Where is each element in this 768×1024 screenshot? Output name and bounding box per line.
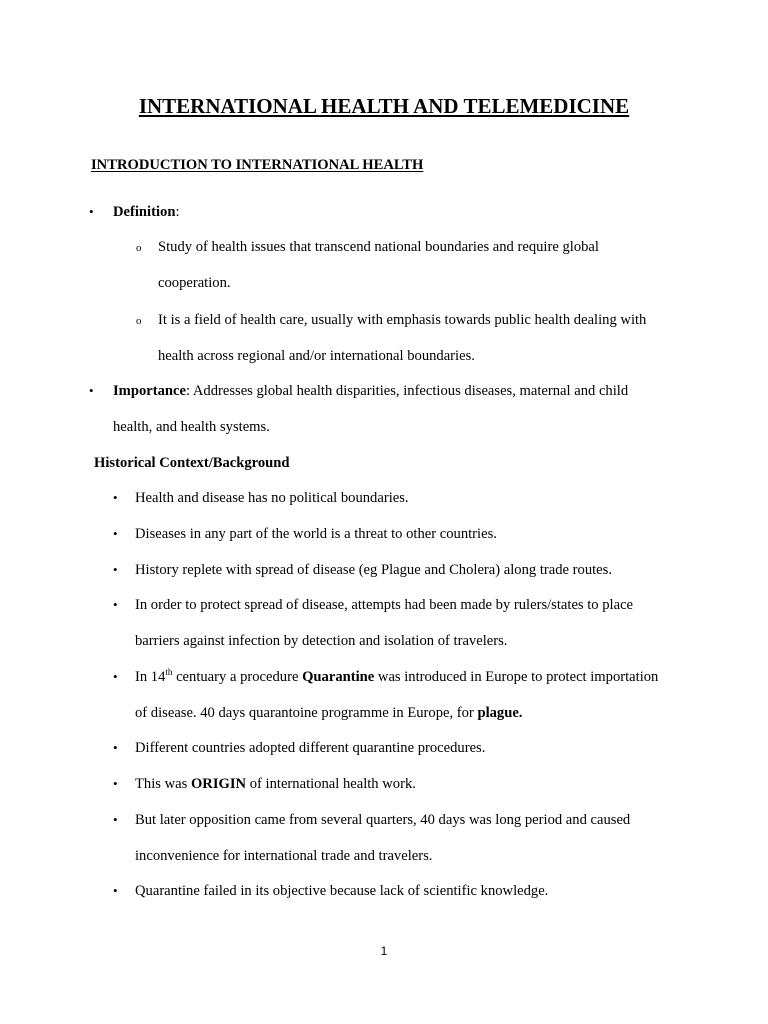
section-heading: INTRODUCTION TO INTERNATIONAL HEALTH (91, 157, 424, 173)
definition-item-1-line-1: Study of health issues that transcend national boundaries and require global (158, 239, 599, 255)
definition-line (113, 203, 180, 221)
bullet-h9: • (113, 883, 118, 898)
historical-item-8-line-1: But later opposition came from several quarters, 40 days was long period and caused (135, 812, 631, 828)
historical-item-5-line-1 (135, 668, 658, 686)
bullet-h2: • (113, 526, 118, 541)
historical-item-9: Quarantine failed in its objective because lack of scientific knowledge. (135, 883, 549, 899)
bullet-h1: • (113, 490, 118, 505)
origin-prefix: This was (135, 776, 191, 792)
definition-item-2-line-2: health across regional and/or international boundaries. (158, 348, 475, 364)
historical-item-5-line-2 (135, 704, 522, 722)
historical-item-6: Different countries adopted different quarantine procedures. (135, 740, 486, 756)
historical-item-7 (135, 775, 416, 793)
definition-colon: : (175, 204, 180, 220)
historical-item-4-line-1: In order to protect spread of disease, attempts had been made by rulers/states to place (135, 597, 634, 613)
origin-keyword: ORIGIN (190, 776, 247, 792)
bullet-h5: • (113, 669, 118, 684)
bullet-h7: • (113, 776, 118, 791)
bullet-h3: • (113, 562, 118, 577)
bullet-importance: • (89, 383, 94, 398)
bullet-h4: • (113, 597, 118, 612)
importance-text: : Addresses global health disparities, infectious diseases, maternal and child (185, 383, 629, 399)
origin-suffix: of international health work. (246, 776, 416, 792)
page-number: 1 (380, 944, 388, 958)
importance-line-1 (113, 382, 628, 400)
historical-item-4-line-2: barriers against infection by detection and isolation of travelers. (135, 633, 508, 649)
definition-item-2-line-1: It is a field of health care, usually with emphasis towards public health dealing with (158, 312, 647, 328)
historical-item-3: History replete with spread of disease (eg Plague and Cholera) along trade routes. (135, 562, 612, 578)
plague-keyword: plague. (477, 705, 523, 721)
definition-item-1-line-2: cooperation. (158, 275, 231, 291)
ordinal-superscript: th (165, 667, 173, 677)
historical-item-8-line-2: inconvenience for international trade and travelers. (135, 848, 433, 864)
bullet-definition: • (89, 204, 94, 219)
quarantine-suffix-text: was introduced in Europe to protect importation (374, 669, 659, 685)
quarantine-keyword: Quarantine (302, 669, 375, 685)
historical-heading: Historical Context/Background (94, 455, 290, 471)
bullet-h8: • (113, 812, 118, 827)
quarantine-mid-text: centuary a procedure (172, 669, 303, 685)
quarantine-century-prefix: In 14 (135, 669, 166, 685)
sub-bullet-2: o (136, 315, 142, 327)
document-title: INTERNATIONAL HEALTH AND TELEMEDICINE (138, 94, 630, 118)
historical-item-2: Diseases in any part of the world is a threat to other countries. (135, 526, 497, 542)
bullet-h6: • (113, 740, 118, 755)
definition-label: Definition (113, 204, 176, 220)
importance-label: Importance (113, 383, 186, 399)
importance-line-2: health, and health systems. (113, 419, 270, 435)
sub-bullet-1: o (136, 242, 142, 254)
historical-item-1: Health and disease has no political boundaries. (135, 490, 409, 506)
quarantine-line2-text: of disease. 40 days quarantoine programme in Europe, for (135, 705, 478, 721)
